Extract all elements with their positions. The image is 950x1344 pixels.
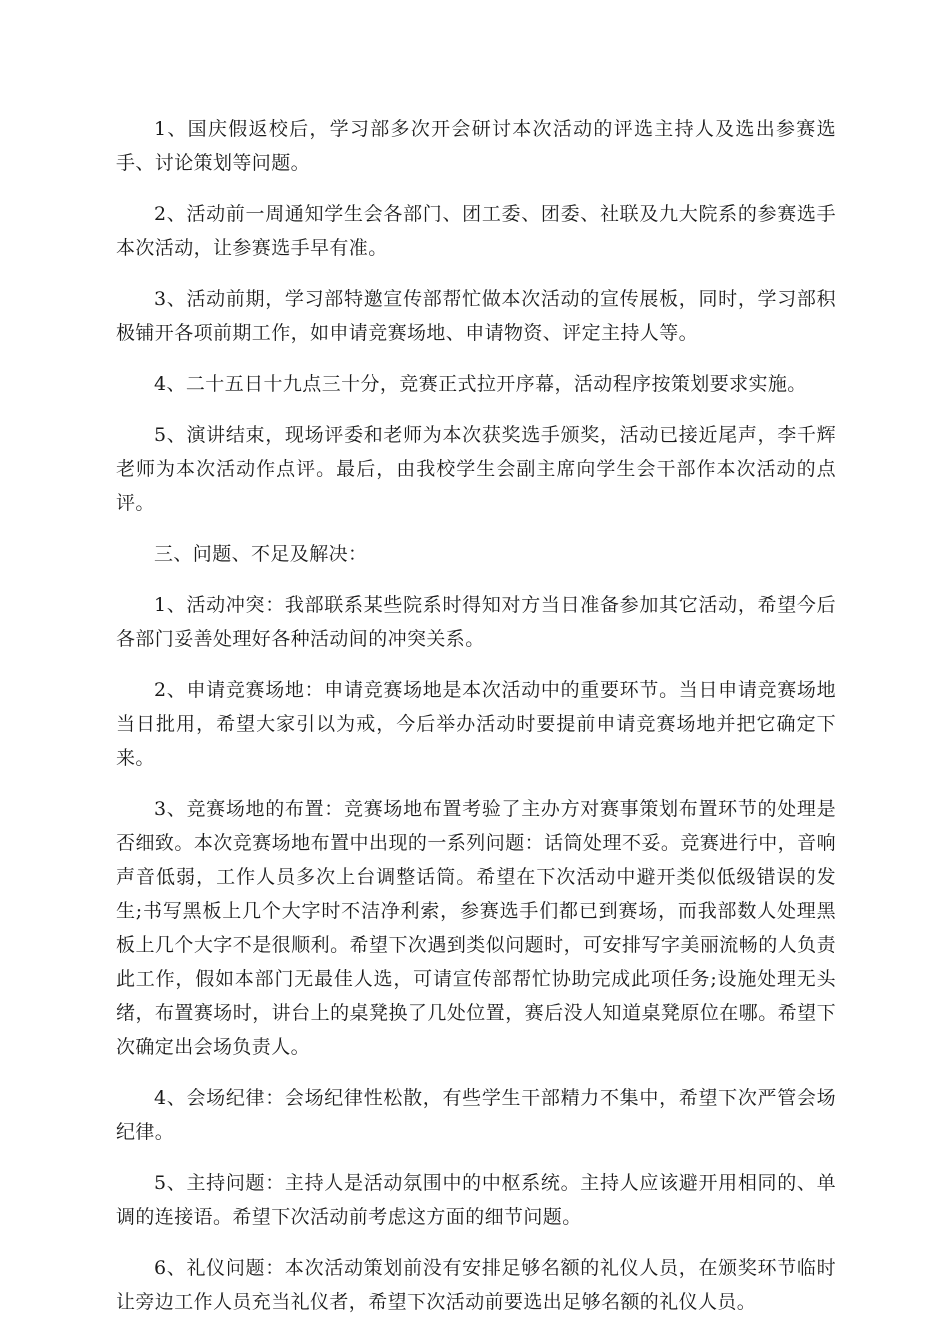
paragraph-process-2: 2、活动前一周通知学生会各部门、团工委、团委、社联及九大院系的参赛选手本次活动，让参赛选手早有准。 [116,203,836,259]
paragraph-problem-6: 6、礼仪问题：本次活动策划前没有安排足够名额的礼仪人员，在颁奖环节临时让旁边工作人员充当礼仪者，希望下次活动前要选出足够名额的礼仪人员。 [116,1257,836,1313]
paragraph-problem-1: 1、活动冲突：我部联系某些院系时得知对方当日准备参加其它活动，希望今后各部门妥善处理好各种活动间的冲突关系。 [116,594,836,650]
paragraph-problem-3: 3、竞赛场地的布置：竞赛场地布置考验了主办方对赛事策划布置环节的处理是否细致。本次竞赛场地布置中出现的一系列问题：话筒处理不妥。竞赛进行中，音响声音低弱，工作人员多次上台调整话筒。希望在下次活动中避开类似低级错误的发生;书写黑板上几个大字时不洁净利索，参赛选手们都已到赛场，而我部数人处理黑板上几个大字不是很顺利。希望下次遇到类似问题时，可安排写字美丽流畅的人负责此工作，假如本部门无最佳人选，可请宣传部帮忙协助完成此项任务;设施处理无头绪，布置赛场时，讲台上的桌凳换了几处位置，赛后没人知道桌凳原位在哪。希望下次确定出会场负责人。 [116,798,836,1058]
paragraph-process-4: 4、二十五日十九点三十分，竞赛正式拉开序幕，活动程序按策划要求实施。 [154,373,807,395]
paragraph-process-3: 3、活动前期，学习部特邀宣传部帮忙做本次活动的宣传展板，同时，学习部积极铺开各项前期工作，如申请竞赛场地、申请物资、评定主持人等。 [116,288,836,344]
paragraph-problem-5: 5、主持问题：主持人是活动氛围中的中枢系统。主持人应该避开用相同的、单调的连接语。希望下次活动前考虑这方面的细节问题。 [116,1172,836,1228]
paragraph-process-1: 1、国庆假返校后，学习部多次开会研讨本次活动的评选主持人及选出参赛选手、讨论策划等问题。 [116,118,836,174]
paragraph-problem-4: 4、会场纪律：会场纪律性松散，有些学生干部精力不集中，希望下次严管会场纪律。 [116,1087,836,1143]
paragraph-process-5: 5、演讲结束，现场评委和老师为本次获奖选手颁奖，活动已接近尾声，李千辉老师为本次活动作点评。最后，由我校学生会副主席向学生会干部作本次活动的点评。 [116,424,836,514]
document-body [116,112,836,1336]
paragraph-problem-2: 2、申请竞赛场地：申请竞赛场地是本次活动中的重要环节。当日申请竞赛场地当日批用，希望大家引以为戒，今后举办活动时要提前申请竞赛场地并把它确定下来。 [116,679,836,769]
section-heading-problems: 三、问题、不足及解决： [154,543,368,565]
